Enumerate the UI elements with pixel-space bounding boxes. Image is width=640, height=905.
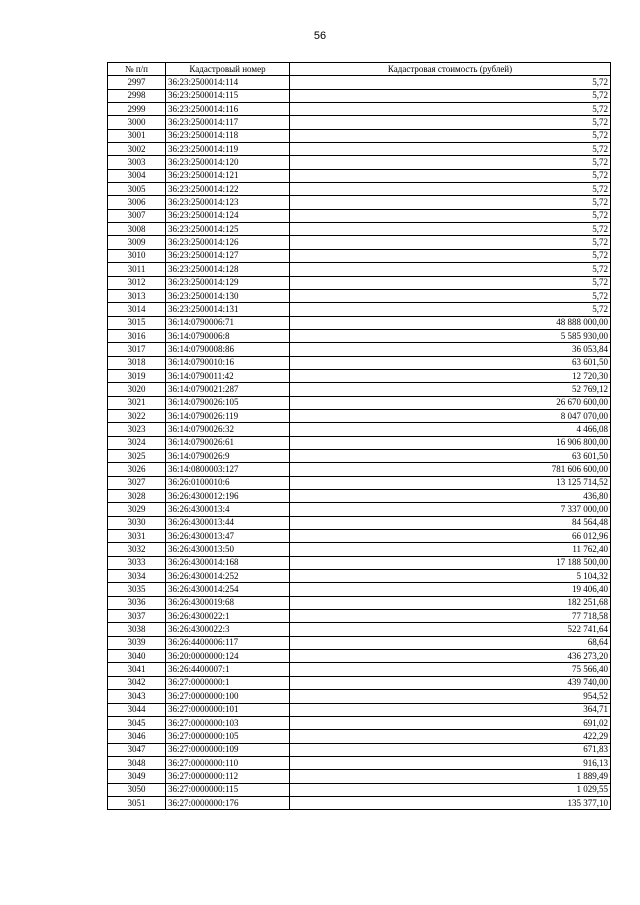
row-number-cell: 3015 [108, 316, 166, 329]
table-row [108, 436, 611, 449]
cadastral-value-cell: 5,72 [290, 116, 611, 129]
table-row [108, 143, 611, 156]
cadastral-value-cell: 7 337 000,00 [290, 503, 611, 516]
row-number-cell: 3028 [108, 490, 166, 503]
row-number-cell: 3040 [108, 650, 166, 663]
header-cadastral-number: Кадастровый номер [166, 63, 290, 76]
row-number-cell: 3025 [108, 449, 166, 462]
cadastral-number-cell: 36:14:0790008:86 [166, 343, 290, 356]
row-number-cell: 3016 [108, 329, 166, 342]
table-row [108, 756, 611, 769]
table-row [108, 716, 611, 729]
row-number-cell: 3039 [108, 636, 166, 649]
cadastral-number-cell: 36:26:4300013:4 [166, 503, 290, 516]
cadastral-number-cell: 36:14:0790026:32 [166, 423, 290, 436]
table-row [108, 463, 611, 476]
table-row [108, 503, 611, 516]
table-row [108, 76, 611, 89]
table-row [108, 610, 611, 623]
header-cadastral-value: Кадастровая стоимость (рублей) [290, 63, 611, 76]
row-number-cell: 3046 [108, 730, 166, 743]
cadastral-value-cell: 436,80 [290, 490, 611, 503]
row-number-cell: 3029 [108, 503, 166, 516]
cadastral-value-cell: 954,52 [290, 690, 611, 703]
row-number-cell: 3038 [108, 623, 166, 636]
page-number: 56 [313, 30, 327, 42]
cadastral-value-cell: 916,13 [290, 756, 611, 769]
table-row [108, 316, 611, 329]
cadastral-number-cell: 36:20:0000000:124 [166, 650, 290, 663]
table-row [108, 770, 611, 783]
row-number-cell: 3014 [108, 303, 166, 316]
table-row [108, 596, 611, 609]
cadastral-value-cell: 26 670 600,00 [290, 396, 611, 409]
cadastral-number-cell: 36:27:0000000:176 [166, 796, 290, 809]
cadastral-value-cell: 16 906 800,00 [290, 436, 611, 449]
row-number-cell: 2999 [108, 103, 166, 116]
cadastral-value-cell: 691,02 [290, 716, 611, 729]
header-row-number: № п/п [108, 63, 166, 76]
cadastral-value-cell: 5,72 [290, 289, 611, 302]
table-row [108, 743, 611, 756]
cadastral-number-cell: 36:26:4400006:117 [166, 636, 290, 649]
cadastral-number-cell: 36:23:2500014:126 [166, 236, 290, 249]
cadastral-number-cell: 36:27:0000000:112 [166, 770, 290, 783]
cadastral-value-cell: 5,72 [290, 183, 611, 196]
cadastral-number-cell: 36:26:4300013:44 [166, 516, 290, 529]
row-number-cell: 2997 [108, 76, 166, 89]
cadastral-value-cell: 1 889,49 [290, 770, 611, 783]
cadastral-value-cell: 182 251,68 [290, 596, 611, 609]
cadastral-value-cell: 5,72 [290, 169, 611, 182]
cadastral-number-cell: 36:14:0790026:61 [166, 436, 290, 449]
cadastral-number-cell: 36:14:0790010:16 [166, 356, 290, 369]
row-number-cell: 3022 [108, 409, 166, 422]
table-row [108, 409, 611, 422]
table-row [108, 196, 611, 209]
table-row [108, 570, 611, 583]
cadastral-number-cell: 36:27:0000000:100 [166, 690, 290, 703]
table-row [108, 169, 611, 182]
cadastral-number-cell: 36:23:2500014:120 [166, 156, 290, 169]
table-row [108, 223, 611, 236]
cadastral-value-cell: 439 740,00 [290, 676, 611, 689]
row-number-cell: 3004 [108, 169, 166, 182]
cadastral-number-cell: 36:26:4300022:1 [166, 610, 290, 623]
cadastral-number-cell: 36:27:0000000:109 [166, 743, 290, 756]
cadastral-value-cell: 8 047 070,00 [290, 409, 611, 422]
table-row [108, 236, 611, 249]
cadastral-number-cell: 36:26:4400007:1 [166, 663, 290, 676]
cadastral-value-cell: 436 273,20 [290, 650, 611, 663]
table-row [108, 329, 611, 342]
table-row [108, 556, 611, 569]
cadastral-number-cell: 36:27:0000000:105 [166, 730, 290, 743]
table-row [108, 303, 611, 316]
row-number-cell: 3035 [108, 583, 166, 596]
row-number-cell: 3024 [108, 436, 166, 449]
table-row [108, 156, 611, 169]
row-number-cell: 3012 [108, 276, 166, 289]
table-row [108, 276, 611, 289]
table-row [108, 543, 611, 556]
cadastral-number-cell: 36:26:4300012:196 [166, 490, 290, 503]
cadastral-value-cell: 5,72 [290, 156, 611, 169]
row-number-cell: 3006 [108, 196, 166, 209]
cadastral-value-cell: 84 564,48 [290, 516, 611, 529]
cadastral-value-cell: 63 601,50 [290, 449, 611, 462]
cadastral-number-cell: 36:14:0790026:9 [166, 449, 290, 462]
cadastral-number-cell: 36:14:0790006:8 [166, 329, 290, 342]
row-number-cell: 3023 [108, 423, 166, 436]
cadastral-value-cell: 11 762,40 [290, 543, 611, 556]
cadastral-number-cell: 36:23:2500014:121 [166, 169, 290, 182]
row-number-cell: 3013 [108, 289, 166, 302]
table-row [108, 423, 611, 436]
table-row [108, 636, 611, 649]
cadastral-number-cell: 36:26:0100010:6 [166, 476, 290, 489]
table-row [108, 183, 611, 196]
row-number-cell: 3017 [108, 343, 166, 356]
cadastral-value-cell: 522 741,64 [290, 623, 611, 636]
table-row [108, 383, 611, 396]
row-number-cell: 3030 [108, 516, 166, 529]
cadastral-value-cell: 5,72 [290, 143, 611, 156]
cadastral-value-cell: 5 104,32 [290, 570, 611, 583]
table-row [108, 249, 611, 262]
cadastral-number-cell: 36:14:0790021:287 [166, 383, 290, 396]
row-number-cell: 3002 [108, 143, 166, 156]
row-number-cell: 3027 [108, 476, 166, 489]
cadastral-value-cell: 36 053,84 [290, 343, 611, 356]
cadastral-number-cell: 36:27:0000000:103 [166, 716, 290, 729]
cadastral-value-cell: 135 377,10 [290, 796, 611, 809]
row-number-cell: 3042 [108, 676, 166, 689]
table-row [108, 263, 611, 276]
table-row [108, 343, 611, 356]
row-number-cell: 3009 [108, 236, 166, 249]
table-row [108, 490, 611, 503]
cadastral-value-cell: 48 888 000,00 [290, 316, 611, 329]
table-body [108, 76, 611, 810]
cadastral-value-cell: 781 606 600,00 [290, 463, 611, 476]
table-row [108, 663, 611, 676]
cadastral-value-cell: 5,72 [290, 76, 611, 89]
row-number-cell: 3000 [108, 116, 166, 129]
table-row [108, 209, 611, 222]
cadastral-value-cell: 5,72 [290, 263, 611, 276]
cadastral-number-cell: 36:23:2500014:122 [166, 183, 290, 196]
cadastral-value-cell: 5,72 [290, 209, 611, 222]
cadastral-number-cell: 36:27:0000000:101 [166, 703, 290, 716]
cadastral-number-cell: 36:26:4300022:3 [166, 623, 290, 636]
cadastral-value-cell: 1 029,55 [290, 783, 611, 796]
cadastral-number-cell: 36:23:2500014:114 [166, 76, 290, 89]
row-number-cell: 3048 [108, 756, 166, 769]
table-row [108, 703, 611, 716]
row-number-cell: 3011 [108, 263, 166, 276]
row-number-cell: 3001 [108, 129, 166, 142]
cadastral-value-cell: 63 601,50 [290, 356, 611, 369]
cadastral-value-cell: 5,72 [290, 223, 611, 236]
cadastral-number-cell: 36:23:2500014:129 [166, 276, 290, 289]
cadastral-number-cell: 36:27:0000000:1 [166, 676, 290, 689]
table-row [108, 369, 611, 382]
cadastral-value-cell: 77 718,58 [290, 610, 611, 623]
cadastral-value-cell: 5,72 [290, 129, 611, 142]
row-number-cell: 3037 [108, 610, 166, 623]
cadastral-value-cell: 5 585 930,00 [290, 329, 611, 342]
cadastral-value-cell: 75 566,40 [290, 663, 611, 676]
cadastral-number-cell: 36:23:2500014:119 [166, 143, 290, 156]
cadastral-value-cell: 66 012,96 [290, 530, 611, 543]
cadastral-number-cell: 36:26:4300013:47 [166, 530, 290, 543]
cadastral-number-cell: 36:23:2500014:130 [166, 289, 290, 302]
table-row [108, 516, 611, 529]
cadastral-value-cell: 364,71 [290, 703, 611, 716]
cadastral-value-cell: 5,72 [290, 196, 611, 209]
cadastral-number-cell: 36:14:0790006:71 [166, 316, 290, 329]
cadastral-value-cell: 68,64 [290, 636, 611, 649]
row-number-cell: 3019 [108, 369, 166, 382]
table-row [108, 583, 611, 596]
row-number-cell: 3003 [108, 156, 166, 169]
row-number-cell: 3005 [108, 183, 166, 196]
cadastral-number-cell: 36:27:0000000:110 [166, 756, 290, 769]
row-number-cell: 3020 [108, 383, 166, 396]
cadastral-number-cell: 36:26:4300014:168 [166, 556, 290, 569]
cadastral-value-cell: 5,72 [290, 303, 611, 316]
cadastral-value-cell: 17 188 500,00 [290, 556, 611, 569]
table-row [108, 676, 611, 689]
row-number-cell: 3051 [108, 796, 166, 809]
cadastral-number-cell: 36:23:2500014:127 [166, 249, 290, 262]
table-row [108, 89, 611, 102]
row-number-cell: 3047 [108, 743, 166, 756]
cadastral-value-cell: 422,29 [290, 730, 611, 743]
cadastral-value-cell: 671,83 [290, 743, 611, 756]
row-number-cell: 3008 [108, 223, 166, 236]
cadastral-number-cell: 36:26:4300014:254 [166, 583, 290, 596]
row-number-cell: 2998 [108, 89, 166, 102]
row-number-cell: 3041 [108, 663, 166, 676]
cadastral-value-cell: 13 125 714,52 [290, 476, 611, 489]
cadastral-number-cell: 36:27:0000000:115 [166, 783, 290, 796]
cadastral-value-cell: 5,72 [290, 236, 611, 249]
row-number-cell: 3049 [108, 770, 166, 783]
table-row [108, 623, 611, 636]
row-number-cell: 3032 [108, 543, 166, 556]
cadastral-number-cell: 36:14:0800003:127 [166, 463, 290, 476]
cadastral-value-cell: 4 466,08 [290, 423, 611, 436]
cadastral-value-cell: 52 769,12 [290, 383, 611, 396]
row-number-cell: 3007 [108, 209, 166, 222]
row-number-cell: 3043 [108, 690, 166, 703]
row-number-cell: 3033 [108, 556, 166, 569]
table-row [108, 289, 611, 302]
cadastral-number-cell: 36:26:4300013:50 [166, 543, 290, 556]
cadastral-number-cell: 36:23:2500014:128 [166, 263, 290, 276]
table-row [108, 783, 611, 796]
cadastral-number-cell: 36:26:4300014:252 [166, 570, 290, 583]
cadastral-value-cell: 5,72 [290, 249, 611, 262]
table-row [108, 476, 611, 489]
row-number-cell: 3034 [108, 570, 166, 583]
cadastral-value-cell: 19 406,40 [290, 583, 611, 596]
cadastral-number-cell: 36:26:4300019:68 [166, 596, 290, 609]
cadastral-number-cell: 36:14:0790026:119 [166, 409, 290, 422]
table-row [108, 129, 611, 142]
table-row [108, 796, 611, 809]
cadastral-value-cell: 5,72 [290, 89, 611, 102]
table-row [108, 103, 611, 116]
table-row [108, 730, 611, 743]
row-number-cell: 3010 [108, 249, 166, 262]
cadastral-number-cell: 36:14:0790011:42 [166, 369, 290, 382]
table-row [108, 449, 611, 462]
cadastral-value-cell: 5,72 [290, 276, 611, 289]
cadastral-number-cell: 36:23:2500014:125 [166, 223, 290, 236]
table-row [108, 116, 611, 129]
cadastral-number-cell: 36:23:2500014:116 [166, 103, 290, 116]
table-row [108, 530, 611, 543]
cadastral-number-cell: 36:23:2500014:123 [166, 196, 290, 209]
cadastral-number-cell: 36:23:2500014:118 [166, 129, 290, 142]
table-header-row [108, 63, 611, 76]
table-row [108, 356, 611, 369]
cadastral-value-table [107, 62, 611, 810]
row-number-cell: 3044 [108, 703, 166, 716]
cadastral-number-cell: 36:23:2500014:115 [166, 89, 290, 102]
cadastral-number-cell: 36:23:2500014:131 [166, 303, 290, 316]
cadastral-value-cell: 5,72 [290, 103, 611, 116]
cadastral-number-cell: 36:23:2500014:124 [166, 209, 290, 222]
row-number-cell: 3031 [108, 530, 166, 543]
row-number-cell: 3018 [108, 356, 166, 369]
row-number-cell: 3045 [108, 716, 166, 729]
table-row [108, 396, 611, 409]
row-number-cell: 3036 [108, 596, 166, 609]
cadastral-value-cell: 12 720,30 [290, 369, 611, 382]
table-row [108, 690, 611, 703]
row-number-cell: 3050 [108, 783, 166, 796]
row-number-cell: 3026 [108, 463, 166, 476]
row-number-cell: 3021 [108, 396, 166, 409]
table-row [108, 650, 611, 663]
cadastral-number-cell: 36:14:0790026:105 [166, 396, 290, 409]
cadastral-number-cell: 36:23:2500014:117 [166, 116, 290, 129]
